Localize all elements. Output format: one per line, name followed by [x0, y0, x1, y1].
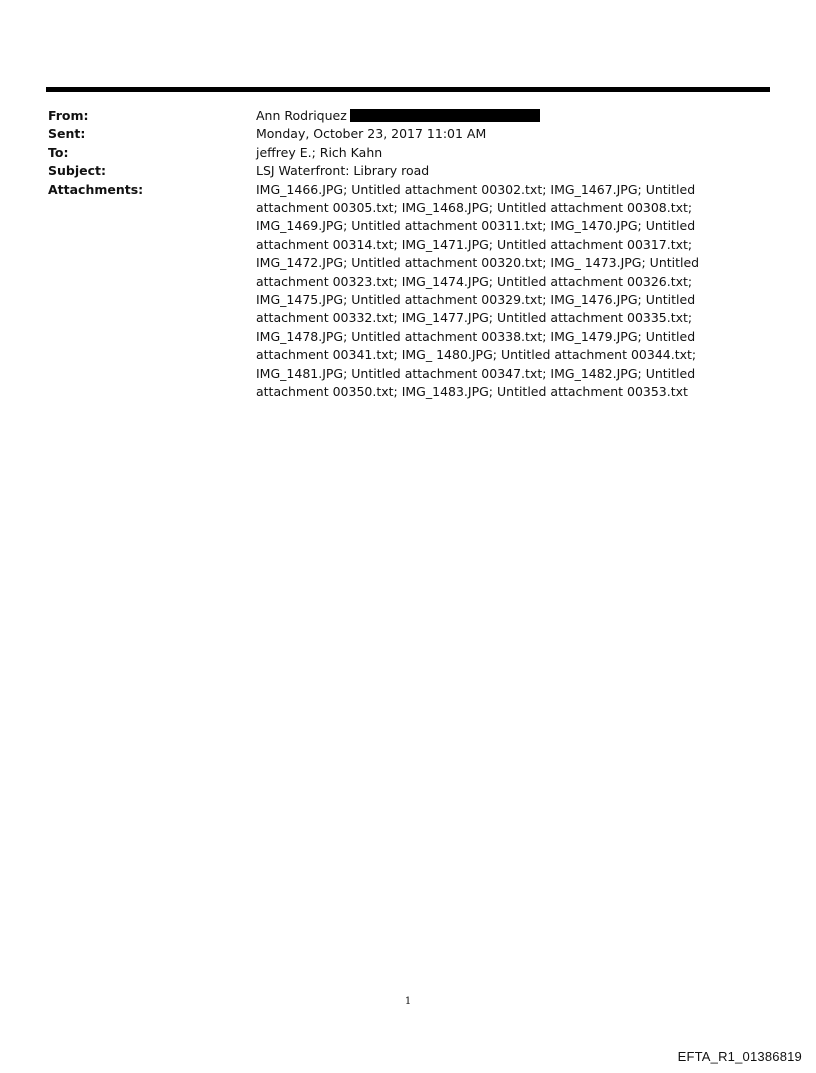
redaction-block: [350, 109, 540, 122]
to-row: [48, 144, 768, 162]
attachments-row: [48, 181, 768, 402]
sent-row: [48, 125, 768, 143]
subject-row: [48, 162, 768, 180]
attachments-list: IMG_1466.JPG; Untitled attachment 00302.txt; IMG_1467.JPG; Untitled attachment 00305.txt; IMG_1468.JPG; Untitled attachment 00308.txt; IMG_1469.JPG; Untitled attachment 00311.txt; IMG_1470.JPG; Untitled attachment 00314.txt; IMG_1471.JPG; Untitled attachment 00317.txt; IMG_1472.JPG; Untitled attachment 00320.txt; IMG_ 1473.JPG; Untitled attachment 00323.txt; IMG_1474.JPG; Untitled attachment 00326.txt; IMG_1475.JPG; Untitled attachment 00329.txt; IMG_1476.JPG; Untitled attachment 00332.txt; IMG_1477.JPG; Untitled attachment 00335.txt; IMG_1478.JPG; Untitled attachment 00338.txt; IMG_1479.JPG; Untitled attachment 00341.txt; IMG_ 1480.JPG; Untitled attachment 00344.txt; IMG_1481.JPG; Untitled attachment 00347.txt; IMG_1482.JPG; Untitled attachment 00350.txt; IMG_1483.JPG; Untitled attachment 00353.txt: [256, 181, 700, 400]
sent-value: Monday, October 23, 2017 11:01 AM: [256, 126, 487, 142]
sent-label: Sent:: [48, 126, 86, 142]
header-divider: [46, 87, 770, 92]
page-number: 1: [404, 996, 412, 1007]
from-label: From:: [48, 108, 89, 123]
to-label: To:: [48, 144, 69, 160]
email-header: [48, 107, 768, 402]
subject-value: LSJ Waterfront: Library road: [256, 163, 430, 179]
document-id: EFTA_R1_01386819: [677, 1049, 802, 1064]
from-value: [256, 107, 768, 125]
attachments-label: Attachments:: [48, 181, 144, 197]
subject-label: Subject:: [48, 163, 106, 179]
sender-name: Ann Rodriquez: [256, 108, 347, 123]
from-row: [48, 107, 768, 125]
to-value: jeffrey E.; Rich Kahn: [256, 144, 383, 160]
